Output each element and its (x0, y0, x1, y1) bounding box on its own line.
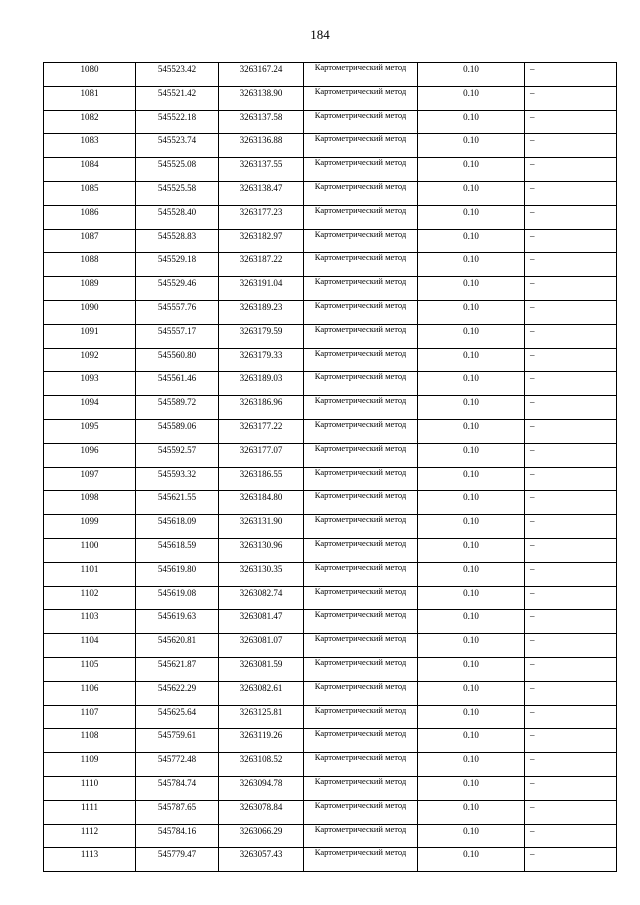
cell-accuracy: 0.10 (418, 610, 525, 634)
table-row (44, 848, 617, 872)
cell-accuracy: 0.10 (418, 800, 525, 824)
cell-method: Картометрический метод (304, 634, 418, 658)
cell-accuracy: 0.10 (418, 657, 525, 681)
cell-coord-y: 3263081.07 (219, 634, 304, 658)
cell-point-number: 1092 (44, 348, 136, 372)
cell-accuracy: 0.10 (418, 277, 525, 301)
cell-coord-x: 545779.47 (136, 848, 219, 872)
cell-point-number: 1095 (44, 419, 136, 443)
cell-point-number: 1110 (44, 776, 136, 800)
cell-coord-y: 3263179.59 (219, 324, 304, 348)
cell-accuracy: 0.10 (418, 205, 525, 229)
cell-accuracy: 0.10 (418, 443, 525, 467)
cell-point-number: 1098 (44, 491, 136, 515)
cell-accuracy: 0.10 (418, 776, 525, 800)
cell-method: Картометрический метод (304, 443, 418, 467)
table-row (44, 396, 617, 420)
cell-accuracy: 0.10 (418, 181, 525, 205)
cell-coord-y: 3263131.90 (219, 515, 304, 539)
cell-note: – (525, 158, 617, 182)
cell-coord-y: 3263191.04 (219, 277, 304, 301)
cell-note: – (525, 705, 617, 729)
cell-accuracy: 0.10 (418, 300, 525, 324)
cell-accuracy: 0.10 (418, 348, 525, 372)
cell-coord-y: 3263130.96 (219, 538, 304, 562)
cell-accuracy: 0.10 (418, 419, 525, 443)
cell-point-number: 1109 (44, 753, 136, 777)
cell-coord-y: 3263179.33 (219, 348, 304, 372)
cell-point-number: 1085 (44, 181, 136, 205)
cell-method: Картометрический метод (304, 800, 418, 824)
cell-point-number: 1094 (44, 396, 136, 420)
cell-method: Картометрический метод (304, 586, 418, 610)
table-row (44, 134, 617, 158)
cell-note: – (525, 86, 617, 110)
cell-point-number: 1104 (44, 634, 136, 658)
cell-method: Картометрический метод (304, 63, 418, 87)
cell-coord-y: 3263081.59 (219, 657, 304, 681)
cell-method: Картометрический метод (304, 824, 418, 848)
cell-accuracy: 0.10 (418, 158, 525, 182)
cell-method: Картометрический метод (304, 515, 418, 539)
cell-method: Картометрический метод (304, 491, 418, 515)
cell-coord-x: 545560.80 (136, 348, 219, 372)
cell-coord-y: 3263177.22 (219, 419, 304, 443)
cell-note: – (525, 586, 617, 610)
table-row (44, 86, 617, 110)
cell-accuracy: 0.10 (418, 491, 525, 515)
cell-coord-y: 3263138.90 (219, 86, 304, 110)
cell-note: – (525, 562, 617, 586)
cell-method: Картометрический метод (304, 419, 418, 443)
cell-method: Картометрический метод (304, 753, 418, 777)
cell-method: Картометрический метод (304, 657, 418, 681)
cell-point-number: 1113 (44, 848, 136, 872)
cell-point-number: 1082 (44, 110, 136, 134)
cell-coord-x: 545529.46 (136, 277, 219, 301)
cell-point-number: 1108 (44, 729, 136, 753)
cell-point-number: 1099 (44, 515, 136, 539)
cell-coord-y: 3263189.23 (219, 300, 304, 324)
cell-point-number: 1102 (44, 586, 136, 610)
cell-note: – (525, 63, 617, 87)
table-row (44, 610, 617, 634)
cell-coord-x: 545759.61 (136, 729, 219, 753)
cell-note: – (525, 396, 617, 420)
table-row (44, 753, 617, 777)
cell-method: Картометрический метод (304, 396, 418, 420)
cell-coord-y: 3263137.58 (219, 110, 304, 134)
cell-coord-y: 3263130.35 (219, 562, 304, 586)
cell-note: – (525, 729, 617, 753)
cell-coord-x: 545589.06 (136, 419, 219, 443)
cell-accuracy: 0.10 (418, 63, 525, 87)
cell-method: Картометрический метод (304, 277, 418, 301)
table-row (44, 110, 617, 134)
cell-note: – (525, 443, 617, 467)
table-row (44, 562, 617, 586)
table-row (44, 586, 617, 610)
table-row (44, 824, 617, 848)
cell-point-number: 1106 (44, 681, 136, 705)
cell-coord-y: 3263125.81 (219, 705, 304, 729)
cell-coord-x: 545787.65 (136, 800, 219, 824)
cell-coord-x: 545784.74 (136, 776, 219, 800)
cell-method: Картометрический метод (304, 205, 418, 229)
table-row (44, 491, 617, 515)
cell-coord-y: 3263082.61 (219, 681, 304, 705)
cell-point-number: 1101 (44, 562, 136, 586)
cell-coord-x: 545525.58 (136, 181, 219, 205)
table-row (44, 253, 617, 277)
table-row (44, 776, 617, 800)
cell-accuracy: 0.10 (418, 824, 525, 848)
cell-accuracy: 0.10 (418, 372, 525, 396)
cell-point-number: 1100 (44, 538, 136, 562)
cell-coord-x: 545557.17 (136, 324, 219, 348)
cell-coord-x: 545557.76 (136, 300, 219, 324)
cell-accuracy: 0.10 (418, 586, 525, 610)
cell-coord-y: 3263182.97 (219, 229, 304, 253)
cell-note: – (525, 205, 617, 229)
cell-method: Картометрический метод (304, 681, 418, 705)
cell-coord-x: 545618.09 (136, 515, 219, 539)
cell-method: Картометрический метод (304, 229, 418, 253)
cell-method: Картометрический метод (304, 538, 418, 562)
cell-accuracy: 0.10 (418, 467, 525, 491)
cell-accuracy: 0.10 (418, 253, 525, 277)
cell-method: Картометрический метод (304, 467, 418, 491)
cell-note: – (525, 538, 617, 562)
cell-point-number: 1112 (44, 824, 136, 848)
cell-coord-x: 545620.81 (136, 634, 219, 658)
cell-coord-y: 3263186.55 (219, 467, 304, 491)
cell-point-number: 1083 (44, 134, 136, 158)
cell-method: Картометрический метод (304, 181, 418, 205)
cell-method: Картометрический метод (304, 158, 418, 182)
cell-coord-x: 545522.18 (136, 110, 219, 134)
cell-coord-y: 3263184.80 (219, 491, 304, 515)
cell-method: Картометрический метод (304, 776, 418, 800)
cell-note: – (525, 348, 617, 372)
cell-note: – (525, 372, 617, 396)
cell-point-number: 1090 (44, 300, 136, 324)
table-row (44, 63, 617, 87)
cell-coord-x: 545619.80 (136, 562, 219, 586)
cell-method: Картометрический метод (304, 300, 418, 324)
table-row (44, 324, 617, 348)
cell-note: – (525, 324, 617, 348)
cell-coord-x: 545589.72 (136, 396, 219, 420)
cell-accuracy: 0.10 (418, 729, 525, 753)
cell-method: Картометрический метод (304, 110, 418, 134)
cell-point-number: 1084 (44, 158, 136, 182)
cell-coord-y: 3263066.29 (219, 824, 304, 848)
table-row (44, 515, 617, 539)
cell-coord-y: 3263177.23 (219, 205, 304, 229)
table-row (44, 277, 617, 301)
cell-coord-x: 545525.08 (136, 158, 219, 182)
cell-note: – (525, 610, 617, 634)
cell-accuracy: 0.10 (418, 562, 525, 586)
cell-coord-y: 3263081.47 (219, 610, 304, 634)
cell-accuracy: 0.10 (418, 681, 525, 705)
table-row (44, 443, 617, 467)
table-row (44, 634, 617, 658)
cell-coord-x: 545621.55 (136, 491, 219, 515)
coordinates-table-body (44, 63, 617, 872)
table-row (44, 181, 617, 205)
cell-coord-x: 545622.29 (136, 681, 219, 705)
cell-point-number: 1105 (44, 657, 136, 681)
table-row (44, 300, 617, 324)
cell-coord-y: 3263136.88 (219, 134, 304, 158)
cell-accuracy: 0.10 (418, 86, 525, 110)
cell-note: – (525, 229, 617, 253)
cell-method: Картометрический метод (304, 562, 418, 586)
cell-method: Картометрический метод (304, 610, 418, 634)
cell-coord-y: 3263177.07 (219, 443, 304, 467)
cell-note: – (525, 300, 617, 324)
cell-note: – (525, 515, 617, 539)
table-row (44, 419, 617, 443)
cell-note: – (525, 800, 617, 824)
cell-coord-y: 3263119.26 (219, 729, 304, 753)
cell-accuracy: 0.10 (418, 705, 525, 729)
cell-accuracy: 0.10 (418, 324, 525, 348)
cell-point-number: 1087 (44, 229, 136, 253)
cell-method: Картометрический метод (304, 848, 418, 872)
cell-note: – (525, 491, 617, 515)
cell-coord-y: 3263108.52 (219, 753, 304, 777)
cell-note: – (525, 419, 617, 443)
table-row (44, 205, 617, 229)
cell-coord-x: 545618.59 (136, 538, 219, 562)
table-row (44, 681, 617, 705)
coordinates-table (43, 62, 617, 872)
cell-note: – (525, 134, 617, 158)
cell-point-number: 1081 (44, 86, 136, 110)
cell-coord-x: 545561.46 (136, 372, 219, 396)
cell-point-number: 1093 (44, 372, 136, 396)
cell-note: – (525, 253, 617, 277)
cell-method: Картометрический метод (304, 729, 418, 753)
cell-accuracy: 0.10 (418, 110, 525, 134)
cell-coord-y: 3263187.22 (219, 253, 304, 277)
table-row (44, 657, 617, 681)
cell-point-number: 1086 (44, 205, 136, 229)
cell-accuracy: 0.10 (418, 848, 525, 872)
cell-coord-x: 545529.18 (136, 253, 219, 277)
table-row (44, 158, 617, 182)
cell-coord-y: 3263189.03 (219, 372, 304, 396)
cell-accuracy: 0.10 (418, 634, 525, 658)
cell-coord-x: 545592.57 (136, 443, 219, 467)
cell-coord-y: 3263057.43 (219, 848, 304, 872)
cell-method: Картометрический метод (304, 324, 418, 348)
table-row (44, 705, 617, 729)
cell-point-number: 1080 (44, 63, 136, 87)
cell-point-number: 1091 (44, 324, 136, 348)
cell-coord-y: 3263094.78 (219, 776, 304, 800)
cell-point-number: 1097 (44, 467, 136, 491)
cell-note: – (525, 634, 617, 658)
cell-note: – (525, 776, 617, 800)
cell-accuracy: 0.10 (418, 134, 525, 158)
table-row (44, 372, 617, 396)
cell-coord-x: 545528.83 (136, 229, 219, 253)
cell-method: Картометрический метод (304, 86, 418, 110)
cell-coord-y: 3263186.96 (219, 396, 304, 420)
cell-accuracy: 0.10 (418, 753, 525, 777)
cell-coord-x: 545521.42 (136, 86, 219, 110)
cell-coord-x: 545621.87 (136, 657, 219, 681)
cell-coord-y: 3263167.24 (219, 63, 304, 87)
cell-accuracy: 0.10 (418, 229, 525, 253)
cell-method: Картометрический метод (304, 348, 418, 372)
cell-coord-y: 3263082.74 (219, 586, 304, 610)
cell-coord-y: 3263138.47 (219, 181, 304, 205)
table-row (44, 229, 617, 253)
cell-method: Картометрический метод (304, 134, 418, 158)
cell-note: – (525, 277, 617, 301)
cell-coord-x: 545619.63 (136, 610, 219, 634)
table-row (44, 348, 617, 372)
table-row (44, 538, 617, 562)
cell-coord-y: 3263137.55 (219, 158, 304, 182)
table-row (44, 800, 617, 824)
cell-point-number: 1111 (44, 800, 136, 824)
cell-coord-x: 545625.64 (136, 705, 219, 729)
cell-note: – (525, 181, 617, 205)
cell-note: – (525, 824, 617, 848)
cell-point-number: 1089 (44, 277, 136, 301)
cell-coord-x: 545772.48 (136, 753, 219, 777)
cell-point-number: 1107 (44, 705, 136, 729)
cell-coord-x: 545528.40 (136, 205, 219, 229)
cell-coord-x: 545523.42 (136, 63, 219, 87)
cell-note: – (525, 848, 617, 872)
cell-coord-y: 3263078.84 (219, 800, 304, 824)
cell-point-number: 1103 (44, 610, 136, 634)
cell-method: Картометрический метод (304, 372, 418, 396)
cell-accuracy: 0.10 (418, 396, 525, 420)
cell-coord-x: 545784.16 (136, 824, 219, 848)
cell-point-number: 1088 (44, 253, 136, 277)
cell-note: – (525, 110, 617, 134)
cell-method: Картометрический метод (304, 253, 418, 277)
cell-coord-x: 545619.08 (136, 586, 219, 610)
cell-coord-x: 545593.32 (136, 467, 219, 491)
cell-point-number: 1096 (44, 443, 136, 467)
cell-accuracy: 0.10 (418, 538, 525, 562)
cell-note: – (525, 657, 617, 681)
cell-note: – (525, 753, 617, 777)
cell-accuracy: 0.10 (418, 515, 525, 539)
cell-note: – (525, 681, 617, 705)
table-row (44, 729, 617, 753)
cell-note: – (525, 467, 617, 491)
page-number: 184 (310, 27, 330, 42)
cell-coord-x: 545523.74 (136, 134, 219, 158)
cell-method: Картометрический метод (304, 705, 418, 729)
table-row (44, 467, 617, 491)
